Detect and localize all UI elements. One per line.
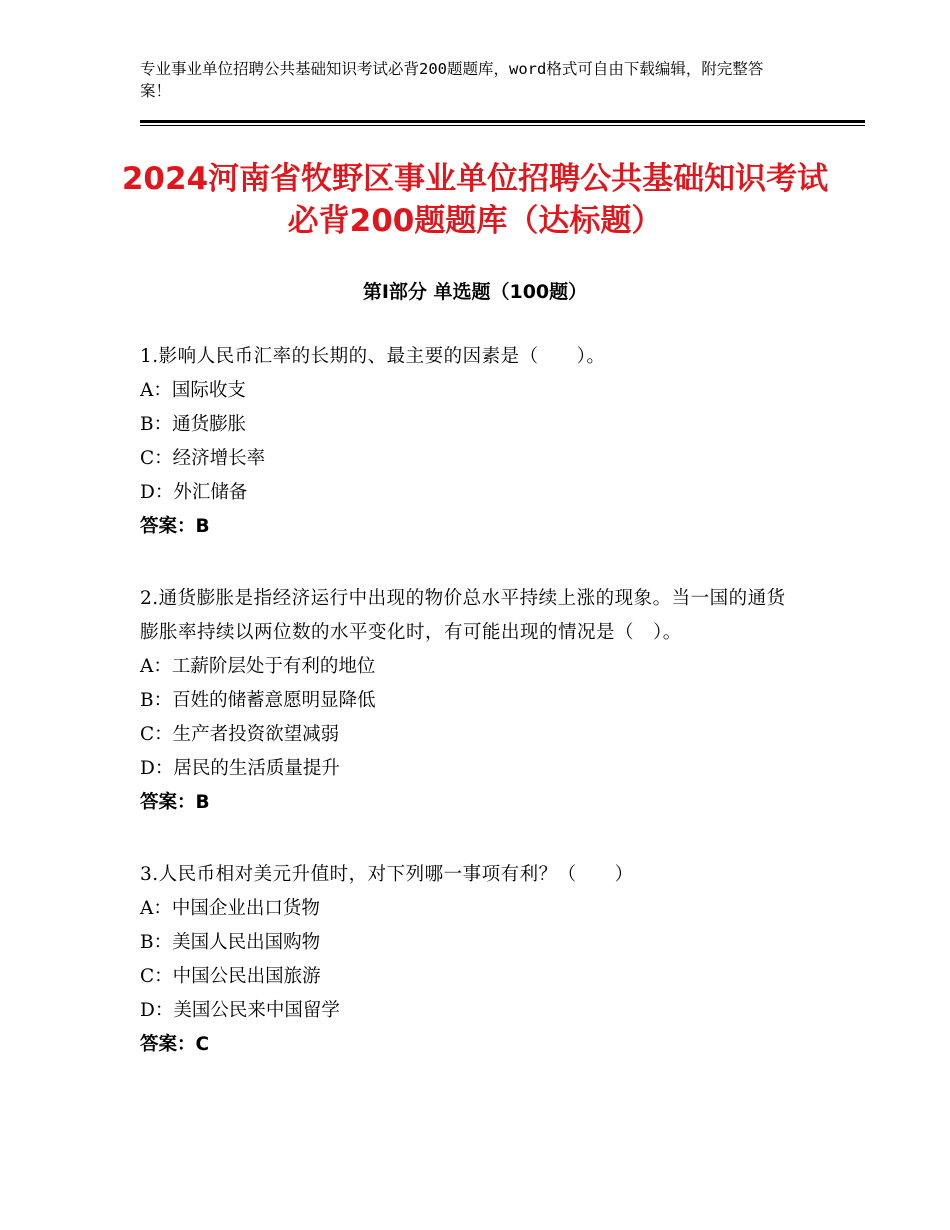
question-item (140, 858, 800, 1062)
header-note: 专业事业单位招聘公共基础知识考试必背200题题库，word格式可自由下载编辑，附完整答案！ (140, 60, 764, 100)
answer-line: 答案：C (140, 1034, 210, 1055)
option-d: D：外汇储备 (140, 482, 248, 503)
option-d: D：居民的生活质量提升 (140, 758, 340, 779)
option-b: B：美国人民出国购物 (140, 932, 321, 953)
question-text: 3.人民币相对美元升值时，对下列哪一事项有利？（ ） (140, 864, 634, 885)
option-b: B：百姓的储蓄意愿明显降低 (140, 690, 376, 711)
option-c: C：生产者投资欲望减弱 (140, 724, 340, 745)
header-divider-thin (140, 125, 865, 126)
question-item (140, 582, 800, 820)
option-d: D：美国公民来中国留学 (140, 1000, 340, 1021)
option-a: A：工薪阶层处于有利的地位 (140, 656, 376, 677)
option-a: A：国际收支 (140, 380, 246, 401)
option-c: C：中国公民出国旅游 (140, 966, 321, 987)
header-divider-thick (140, 120, 865, 123)
answer-line: 答案：B (140, 516, 210, 537)
answer-line: 答案：B (140, 792, 210, 813)
option-c: C：经济增长率 (140, 448, 266, 469)
question-text: 2.通货膨胀是指经济运行中出现的物价总水平持续上涨的现象。当一国的通货膨胀率持续以两位数的水平变化时，有可能出现的情况是（ ）。 (140, 588, 786, 643)
option-a: A：中国企业出口货物 (140, 898, 320, 919)
question-text: 1.影响人民币汇率的长期的、最主要的因素是（ ）。 (140, 346, 606, 367)
section-heading: 第Ⅰ部分 单选题（100题） (362, 281, 588, 303)
option-b: B：通货膨胀 (140, 414, 247, 435)
document-title: 2024河南省牧野区事业单位招聘公共基础知识考试必背200题题库（达标题） (121, 161, 829, 239)
question-item (140, 340, 800, 544)
question-list (140, 340, 800, 1100)
